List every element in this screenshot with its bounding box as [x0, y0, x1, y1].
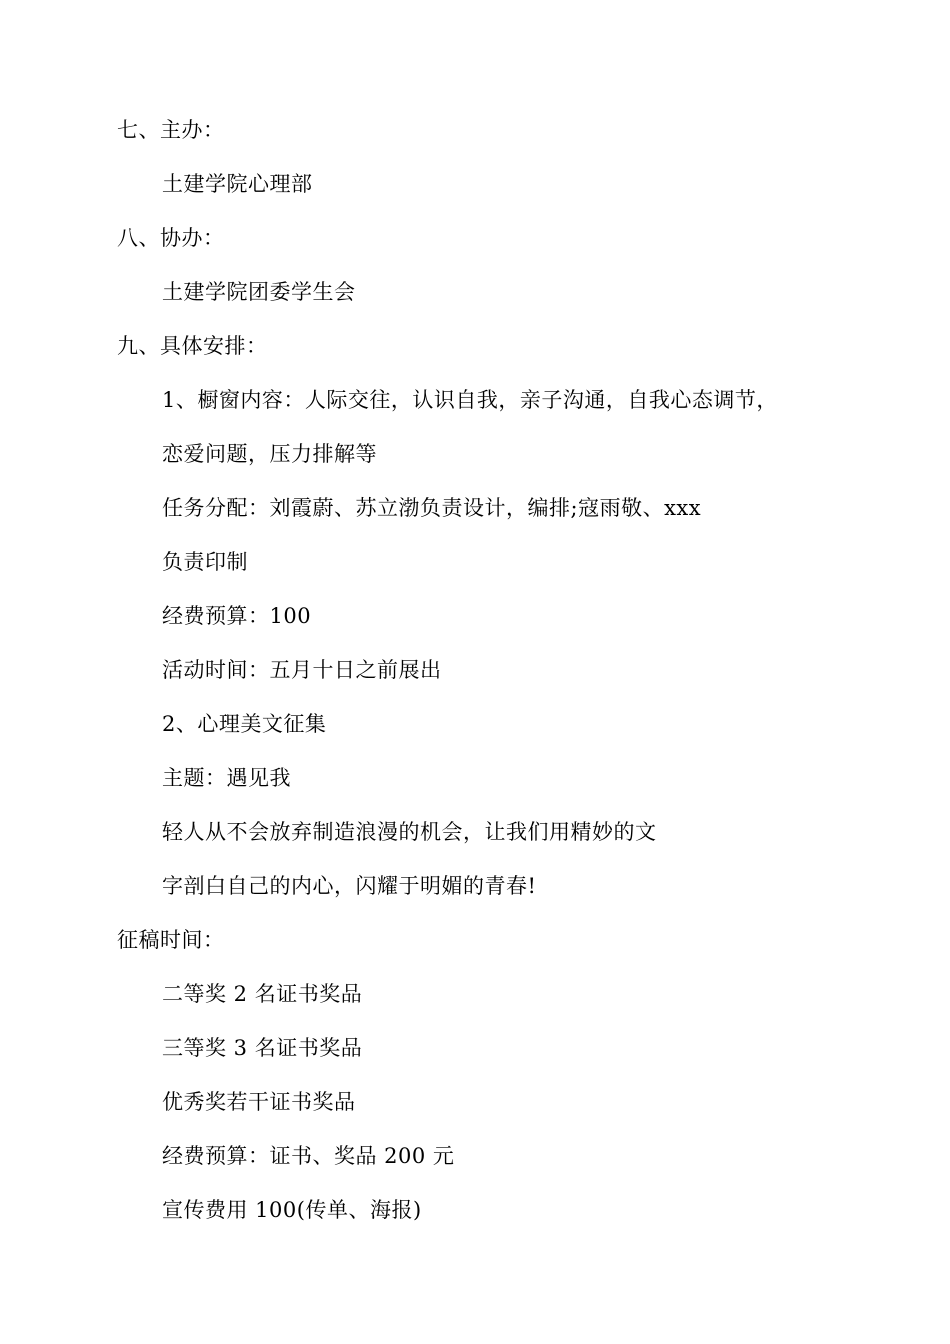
paragraph-line: 活动时间：五月十日之前展出 — [162, 658, 442, 682]
paragraph-line: 2、心理美文征集 — [162, 712, 327, 736]
section-heading-co-organizer: 八、协办： — [117, 226, 225, 250]
section-heading-arrangement: 九、具体安排： — [117, 334, 268, 358]
paragraph-line: 轻人从不会放弃制造浪漫的机会，让我们用精妙的文 — [162, 820, 657, 844]
paragraph-line: 恋爱问题，压力排解等 — [162, 442, 377, 466]
paragraph-line: 三等奖 3 名证书奖品 — [162, 1036, 363, 1060]
paragraph-line: 宣传费用 100(传单、海报) — [162, 1198, 422, 1222]
organizer-text: 土建学院心理部 — [162, 172, 313, 196]
section-heading-submission-time: 征稿时间： — [117, 928, 225, 952]
paragraph-line: 经费预算：100 — [162, 604, 312, 628]
paragraph-line: 经费预算：证书、奖品 200 元 — [162, 1144, 455, 1168]
paragraph-line: 负责印制 — [162, 550, 248, 574]
co-organizer-text: 土建学院团委学生会 — [162, 280, 356, 304]
paragraph-line: 任务分配：刘霞蔚、苏立渤负责设计，编排;寇雨敬、xxx — [162, 496, 702, 520]
paragraph-line: 1、橱窗内容：人际交往，认识自我，亲子沟通，自我心态调节， — [162, 388, 778, 412]
paragraph-line: 主题：遇见我 — [162, 766, 291, 790]
paragraph-line: 字剖白自己的内心，闪耀于明媚的青春! — [162, 874, 537, 898]
section-heading-organizer: 七、主办： — [117, 118, 225, 142]
paragraph-line: 优秀奖若干证书奖品 — [162, 1090, 356, 1114]
paragraph-line: 二等奖 2 名证书奖品 — [162, 982, 363, 1006]
